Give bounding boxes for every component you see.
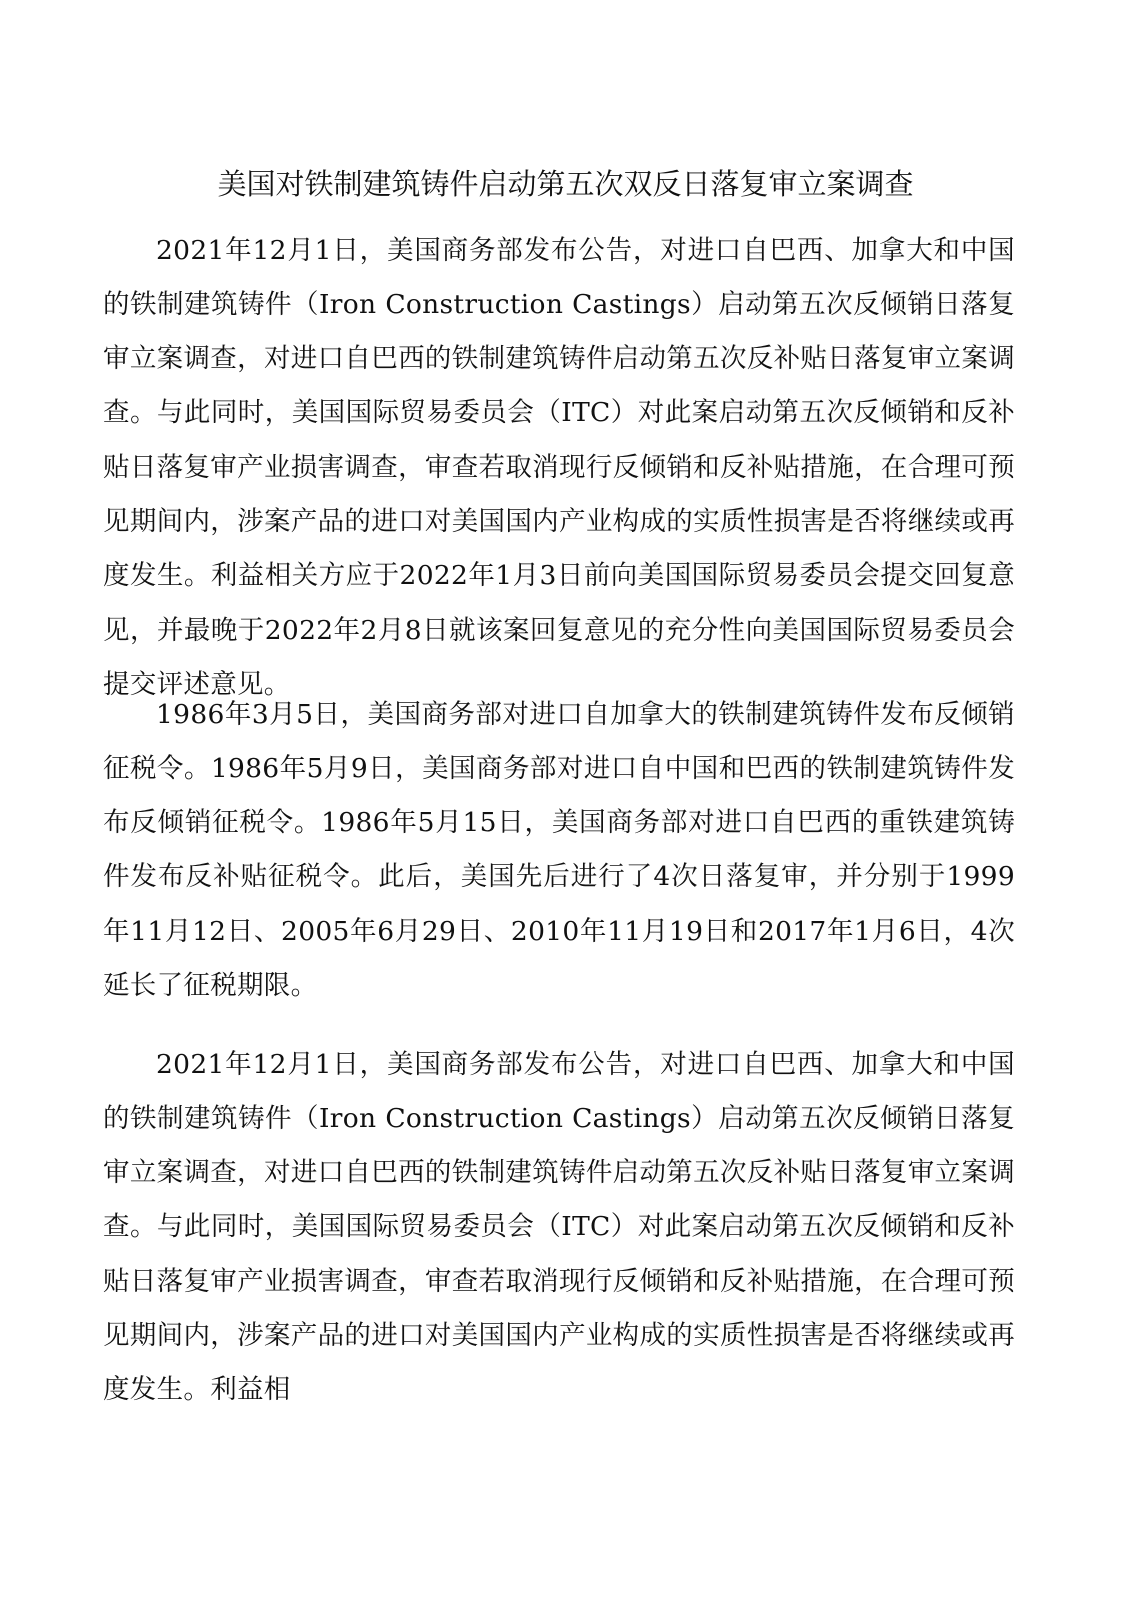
paragraph-history: 1986年3月5日，美国商务部对进口自加拿大的铁制建筑铸件发布反倾销征税令。1986年5月9日，美国商务部对进口自中国和巴西的铁制建筑铸件发布反倾销征税令。1986年5月15日，美国商务部对进口自巴西的重铁建筑铸件发布反补贴征税令。此后，美国先后进行了4次日落复审，并分别于1999年11月12日、2005年6月29日、2010年11月19日和2017年1月6日，4次延长了征税期限。: [103, 698, 1015, 1001]
document-title: 美国对铁制建筑铸件启动第五次双反日落复审立案调查: [217, 167, 914, 202]
paragraph-announcement-repeat: 2021年12月1日，美国商务部发布公告，对进口自巴西、加拿大和中国的铁制建筑铸件（Iron Construction Castings）启动第五次反倾销日落复审立案调查，对进口自巴西的铁制建筑铸件启动第五次反补贴日落复审立案调查。与此同时，美国国际贸易委员会（ITC）对此案启动第五次反倾销和反补贴日落复审产业损害调查，审查若取消现行反倾销和反补贴措施，在合理可预见期间内，涉案产品的进口对美国国内产业构成的实质性损害是否将继续或再度发生。利益相: [103, 1048, 1015, 1406]
paragraph-announcement: 2021年12月1日，美国商务部发布公告，对进口自巴西、加拿大和中国的铁制建筑铸件（Iron Construction Castings）启动第五次反倾销日落复审立案调查，对进口自巴西的铁制建筑铸件启动第五次反补贴日落复审立案调查。与此同时，美国国际贸易委员会（ITC）对此案启动第五次反倾销和反补贴日落复审产业损害调查，审查若取消现行反倾销和反补贴措施，在合理可预见期间内，涉案产品的进口对美国国内产业构成的实质性损害是否将继续或再度发生。利益相关方应于2022年1月3日前向美国国际贸易委员会提交回复意见，并最晚于2022年2月8日就该案回复意见的充分性向美国国际贸易委员会提交评述意见。: [103, 234, 1015, 700]
